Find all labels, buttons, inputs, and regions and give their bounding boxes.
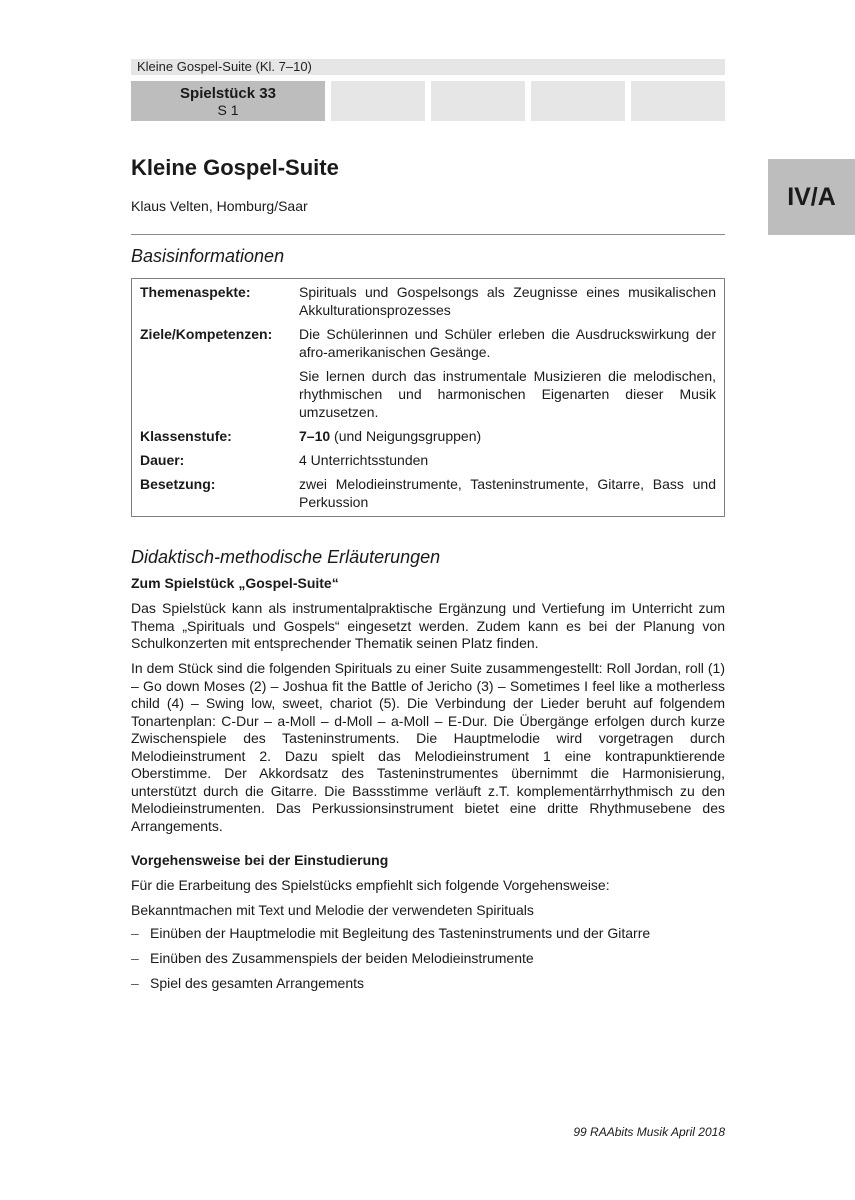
info-value — [299, 427, 716, 445]
info-text: Die Schülerinnen und Schüler erleben die Ausdruckswirkung der afro-amerikanischen Gesänge. — [299, 326, 716, 360]
running-head: Kleine Gospel-Suite (Kl. 7–10) — [131, 59, 725, 75]
list-item — [131, 950, 650, 975]
subheading-spielstueck: Zum Spielstück „Gospel-Suite“ — [131, 575, 339, 591]
info-label: Ziele/Kompetenzen: — [140, 326, 273, 342]
chapter-tabs — [131, 81, 725, 121]
info-value — [299, 475, 716, 511]
info-text: 4 Unterrichtsstunden — [299, 452, 429, 468]
dash-bullet-icon: – — [131, 925, 139, 941]
tab-empty — [631, 81, 725, 121]
author: Klaus Velten, Homburg/Saar — [131, 198, 308, 214]
info-text: (und Neigungsgruppen) — [330, 428, 482, 444]
dash-bullet-icon: – — [131, 950, 139, 966]
info-value — [299, 283, 716, 319]
tab-title: Spielstück 33 — [180, 84, 276, 102]
section-heading-basis: Basisinformationen — [131, 246, 285, 266]
info-text: Spirituals und Gospelsongs als Zeugnisse eines musikalischen Akkulturationsprozesses — [299, 284, 716, 318]
paragraph-intro: Das Spielstück kann als instrumentalpraktische Ergänzung und Vertiefung im Unterricht zum Thema „Spirituals und Gospels“ eingesetzt werden. Zudem kann es bei der Planung von Schulkonzerten mit entsprechender Thematik seinen Platz finden. — [131, 600, 725, 651]
info-row-besetzung — [140, 475, 716, 511]
list-item-text: Einüben der Hauptmelodie mit Begleitung des Tasteninstruments und der Gitarre — [150, 925, 651, 941]
procedure-step-0: Bekanntmachen mit Text und Melodie der verwendeten Spirituals — [131, 902, 534, 918]
page-footer: 99 RAAbits Musik April 2018 — [573, 1125, 725, 1139]
paragraph-suite: In dem Stück sind die folgenden Spirituals zu einer Suite zusammengestellt: Roll Jordan, roll (1) – Go down Moses (2) – Joshua fit the Battle of Jericho (3) – Sometimes I feel like a motherless child (4) – Swing low, sweet, chariot (5). Die Verbindung der Lieder beruht auf folgendem Tonartenplan: C-Dur – a-Moll – d-Moll – a-Moll – E-Dur. Die Übergänge erfolgen durch kurze Zwischenspiele des Tasteninstruments. Die Hauptmelodie wird vorgetragen durch Melodieinstrument 2. Dazu spielt das Melodieinstrument 1 eine kontrapunktierende Oberstimme. Der Akkordsatz des Tasteninstrumentes übernimmt die Harmonisierung, unterstützt durch die Gitarre. Die Bassstimme verläuft z.T. komplementärrhythmisch zu den Melodieinstrumenten. Das Perkussionsinstrument bietet eine dritte Rhythmusebene des Arrangements. — [131, 660, 725, 834]
info-value — [299, 325, 716, 421]
list-item — [131, 975, 650, 1000]
info-text: zwei Melodieinstrumente, Tasteninstrumente, Gitarre, Bass und Perkussion — [299, 476, 716, 510]
page-title: Kleine Gospel-Suite — [131, 155, 339, 180]
info-row-themenaspekte — [140, 283, 716, 319]
info-text: Sie lernen durch das instrumentale Musizieren die melodischen, rhythmischen und harmonischen Eigenarten dieser Musik umzusetzen. — [299, 368, 716, 420]
dash-bullet-icon: – — [131, 975, 139, 991]
tab-empty — [431, 81, 525, 121]
tab-empty — [531, 81, 625, 121]
list-item-text: Spiel des gesamten Arrangements — [150, 975, 365, 991]
tab-page: S 1 — [217, 101, 239, 118]
list-item-text: Einüben des Zusammenspiels der beiden Melodieinstrumente — [150, 950, 534, 966]
info-box — [131, 278, 725, 517]
procedure-intro: Für die Erarbeitung des Spielstücks empfiehlt sich folgende Vorgehensweise: — [131, 877, 610, 893]
section-marker: IV/A — [768, 159, 855, 235]
info-label: Klassenstufe: — [140, 428, 232, 444]
tab-empty — [331, 81, 425, 121]
info-row-dauer — [140, 451, 716, 469]
info-row-ziele — [140, 325, 716, 421]
info-value — [299, 451, 716, 469]
procedure-list — [131, 925, 650, 1000]
info-label: Themenaspekte: — [140, 284, 251, 300]
divider — [131, 234, 725, 235]
subheading-vorgehensweise: Vorgehensweise bei der Einstudierung — [131, 852, 389, 868]
tab-spielstueck-33 — [131, 81, 325, 121]
info-row-klassenstufe — [140, 427, 716, 445]
info-label: Besetzung: — [140, 476, 216, 492]
list-item — [131, 925, 650, 950]
grade-range: 7–10 — [299, 428, 331, 444]
section-heading-didaktik: Didaktisch-methodische Erläuterungen — [131, 547, 441, 567]
info-label: Dauer: — [140, 452, 185, 468]
